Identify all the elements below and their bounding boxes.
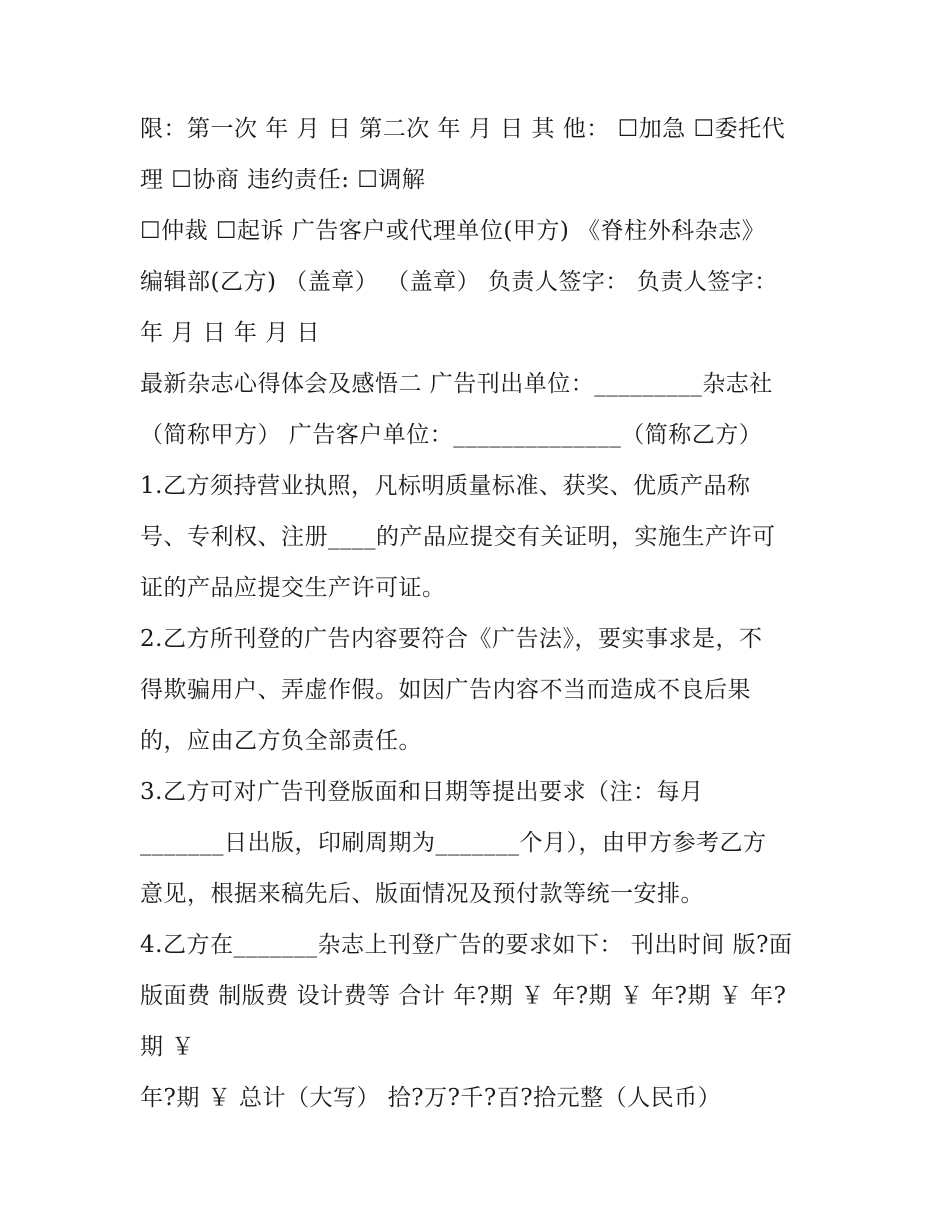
text-line: 理 ☐协商 违约责任: ☐调解 [140,167,426,193]
text-line: 期 ￥ [140,1034,195,1060]
text-line: 意见，根据来稿先后、版面情况及预付款等统一安排。 [140,881,704,907]
text-line: 版面费 制版费 设计费等 合计 年?期 ￥ 年?期 ￥ 年?期 ￥ 年? [140,983,787,1009]
text-line: 的，应由乙方负全部责任。 [140,728,422,754]
text-line: 编辑部(乙方) （盖章） （盖章） 负责人签字： 负责人签字： [140,269,778,295]
text-line: 年 月 日 年 月 日 [140,320,321,346]
text-line: 4.乙方在_______杂志上刊登广告的要求如下： 刊出时间 版?面 [140,932,793,958]
text-line: 得欺骗用户、弄虚作假。如因广告内容不当而造成不良后果 [140,677,751,703]
text-line: 1.乙方须持营业执照，凡标明质量标准、获奖、优质产品称 [140,473,751,499]
text-line: 最新杂志心得体会及感悟二 广告刊出单位：_________杂志社 [140,371,773,397]
text-line: 2.乙方所刊登的广告内容要符合《广告法》，要实事求是，不 [140,626,763,652]
text-line: 年?期 ￥ 总计（大写） 拾?万?千?百?拾元整（人民币） [140,1085,722,1111]
text-line: ☐仲裁 ☐起诉 广告客户或代理单位(甲方) 《脊柱外科杂志》 [140,218,766,244]
text-line: 号、专利权、注册____的产品应提交有关证明，实施生产许可 [140,524,776,550]
document-body [140,104,820,1124]
text-line: （简称甲方） 广告客户单位：______________（简称乙方） [140,422,763,448]
text-line: 限：第一次 年 月 日 第二次 年 月 日 其 他： ☐加急 ☐委托代 [140,116,786,142]
text-line: 3.乙方可对广告刊登版面和日期等提出要求（注：每月 [140,779,704,805]
text-line: _______日出版，印刷周期为_______个月），由甲方参考乙方 [140,830,767,856]
text-line: 证的产品应提交生产许可证。 [140,575,446,601]
